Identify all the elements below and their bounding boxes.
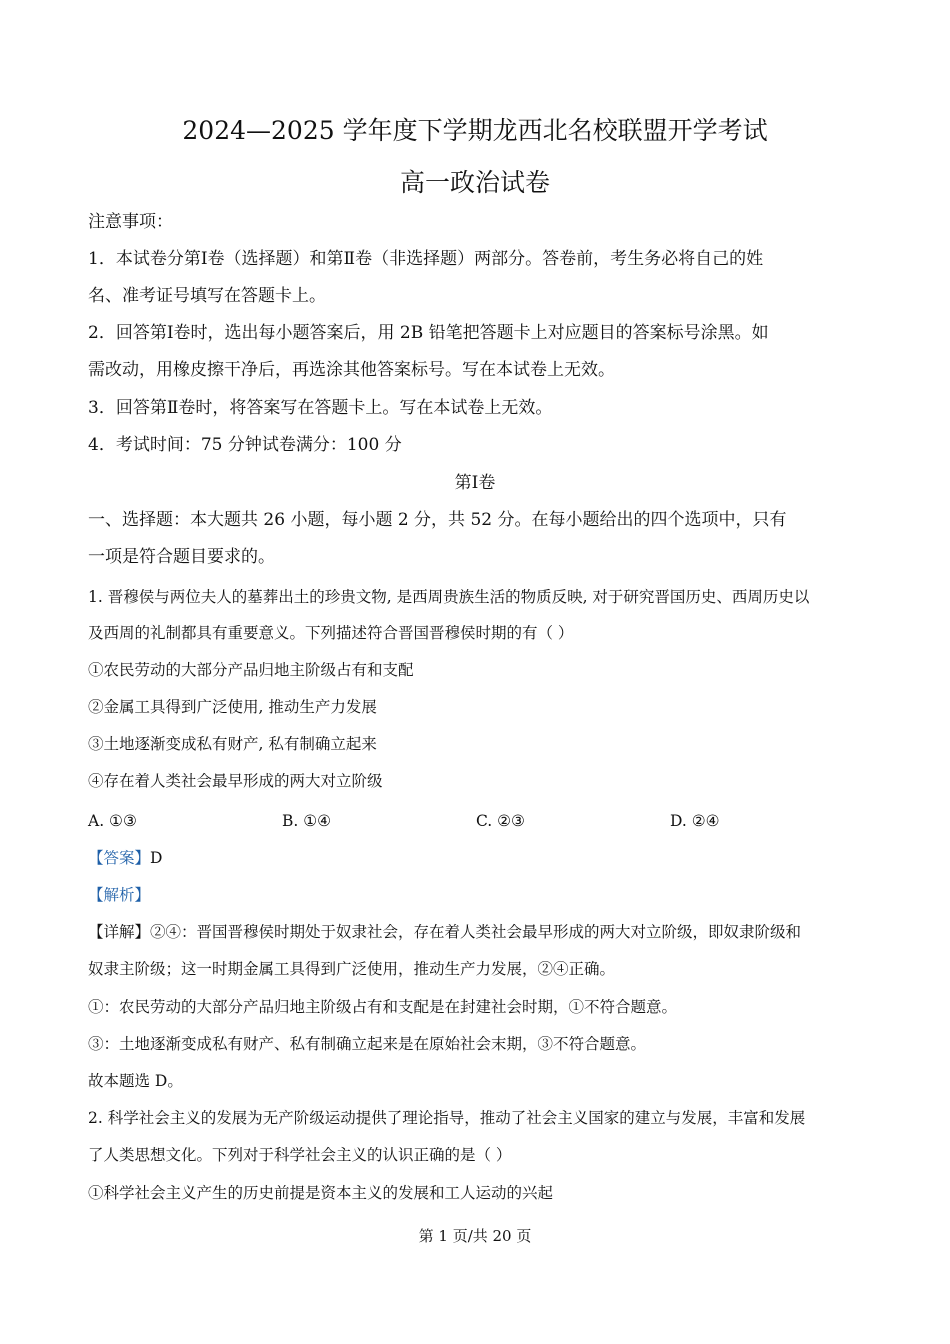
notice-line: 名、准考证号填写在答题卡上。	[88, 286, 326, 306]
notice-heading: 注意事项：	[88, 212, 173, 232]
question-statement: ①农民劳动的大部分产品归地主阶级占有和支配	[88, 661, 414, 679]
notice-line: 需改动，用橡皮擦干净后，再选涂其他答案标号。写在本试卷上无效。	[88, 360, 615, 380]
section-intro-line: 一、选择题：本大题共 26 小题，每小题 2 分，共 52 分。在每小题给出的四个选项中，只有	[88, 510, 787, 530]
answer-line	[88, 851, 162, 867]
option-d: D. ②④	[670, 812, 720, 830]
question-statement: ②金属工具得到广泛使用, 推动生产力发展	[88, 698, 377, 716]
option-a: A. ①③	[88, 812, 137, 830]
detail-line: ③：土地逐渐变成私有财产、私有制确立起来是在原始社会末期，③不符合题意。	[88, 1035, 647, 1053]
option-b: B. ①④	[282, 812, 332, 830]
notice-line: 4．考试时间：75 分钟试卷满分：100 分	[88, 435, 402, 455]
question-stem-line: 1. 晋穆侯与两位夫人的墓葬出土的珍贵文物, 是西周贵族生活的物质反映, 对于研究晋国历史、西周历史以	[88, 588, 810, 606]
question-stem-line: 及西周的礼制都具有重要意义。下列描述符合晋国晋穆侯时期的有（ ）	[88, 624, 574, 642]
question-statement: ③土地逐渐变成私有财产, 私有制确立起来	[88, 735, 377, 753]
detail-line: 奴隶主阶级；这一时期金属工具得到广泛使用，推动生产力发展，②④正确。	[88, 960, 616, 978]
exam-subtitle: 高一政治试卷	[399, 168, 550, 197]
analysis-tag: 【解析】	[88, 886, 151, 904]
detail-line: 故本题选 D。	[88, 1072, 183, 1090]
question-stem-line: 2. 科学社会主义的发展为无产阶级运动提供了理论指导，推动了社会主义国家的建立与发展，丰富和发展	[88, 1109, 806, 1127]
notice-line: 2．回答第Ⅰ卷时，选出每小题答案后，用 2B 铅笔把答题卡上对应题目的答案标号涂黑。如	[88, 323, 769, 343]
detail-line: 【详解】②④：晋国晋穆侯时期处于奴隶社会，存在着人类社会最早形成的两大对立阶级，即奴隶阶级和	[88, 923, 802, 941]
option-c: C. ②③	[476, 812, 525, 830]
detail-line: ①：农民劳动的大部分产品归地主阶级占有和支配是在封建社会时期，①不符合题意。	[88, 998, 678, 1016]
notice-line: 3．回答第Ⅱ卷时，将答案写在答题卡上。写在本试卷上无效。	[88, 398, 553, 418]
answer-tag: 【答案】	[88, 849, 151, 867]
section-title: 第Ⅰ卷	[454, 473, 496, 493]
exam-title: 2024—2025 学年度下学期龙西北名校联盟开学考试	[182, 116, 768, 145]
question-stem-line: 了人类思想文化。下列对于科学社会主义的认识正确的是（ ）	[88, 1146, 512, 1164]
question-statement: ④存在着人类社会最早形成的两大对立阶级	[88, 772, 383, 790]
page-footer: 第 1 页/共 20 页	[418, 1227, 532, 1245]
notice-line: 1．本试卷分第Ⅰ卷（选择题）和第Ⅱ卷（非选择题）两部分。答卷前，考生务必将自己的姓	[88, 249, 764, 269]
question-statement: ①科学社会主义产生的历史前提是资本主义的发展和工人运动的兴起	[88, 1184, 554, 1202]
section-intro-line: 一项是符合题目要求的。	[88, 547, 275, 567]
answer-value: D	[150, 849, 163, 867]
